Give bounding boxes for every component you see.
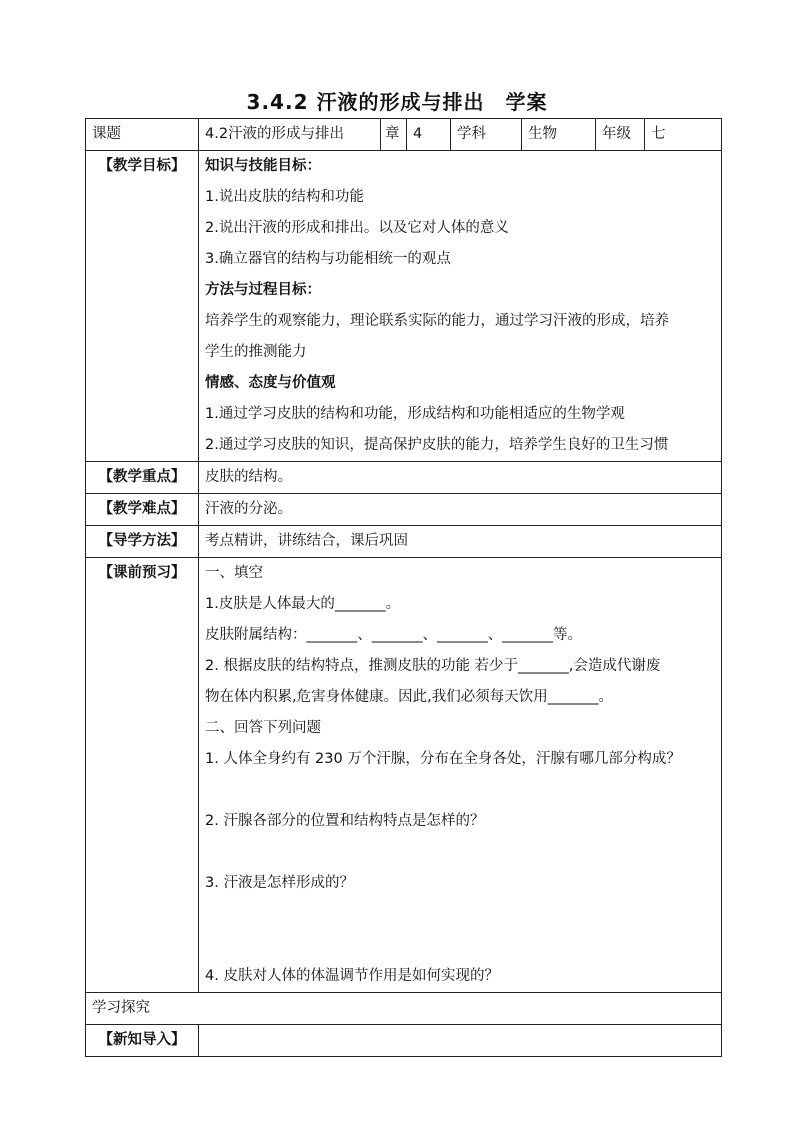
topic-label: 课题 [86, 119, 199, 151]
subject-label: 学科 [451, 119, 522, 151]
question: 1. 人体全身约有 230 万个汗腺，分布在全身各处，汗腺有哪几部分构成？ [205, 751, 681, 767]
explore-row [86, 993, 722, 1025]
method-line: 学生的推测能力 [205, 344, 307, 360]
preview-label: 【课前预习】 [86, 558, 199, 993]
question: 4. 皮肤对人体的体温调节作用是如何实现的？ [205, 968, 499, 984]
answer-space [205, 837, 715, 868]
topic-value: 4.2汗液的形成与排出 [199, 119, 381, 151]
fill-line: 1.皮肤是人体最大的_______。 [205, 596, 401, 612]
difficulty-label: 【教学难点】 [86, 494, 199, 526]
fill-line: 物在体内积累,危害身体健康。因此,我们必须每天饮用_______。 [205, 689, 613, 705]
intro-label: 【新知导入】 [86, 1025, 199, 1057]
difficulty-value: 汗液的分泌。 [199, 494, 722, 526]
chapter-value: 4 [407, 119, 451, 151]
question: 3. 汗液是怎样形成的？ [205, 875, 354, 891]
chapter-label: 章 [381, 119, 407, 151]
objectives-row [86, 151, 722, 462]
fill-line: 皮肤附属结构：_______、_______、_______、_______等。 [205, 627, 582, 643]
method-value: 考点精讲，讲练结合，课后巩固 [199, 526, 722, 558]
preview-row [86, 558, 722, 993]
method-row [86, 526, 722, 558]
grade-label: 年级 [596, 119, 645, 151]
preview-content [199, 558, 722, 993]
knowledge-heading: 知识与技能目标： [205, 158, 321, 174]
qa-heading: 二、回答下列问题 [205, 720, 321, 736]
knowledge-item: 3.确立器官的结构与功能相统一的观点 [205, 251, 451, 267]
objectives-content [199, 151, 722, 462]
header-row [86, 119, 722, 151]
method-label: 【导学方法】 [86, 526, 199, 558]
intro-value [199, 1025, 722, 1057]
question: 2. 汗腺各部分的位置和结构特点是怎样的？ [205, 813, 485, 829]
method-heading: 方法与过程目标： [205, 282, 321, 298]
key-point-label: 【教学重点】 [86, 462, 199, 494]
answer-space [205, 899, 715, 961]
knowledge-item: 2.说出汗液的形成和排出。以及它对人体的意义 [205, 220, 509, 236]
difficulty-row [86, 494, 722, 526]
knowledge-item: 1.说出皮肤的结构和功能 [205, 189, 364, 205]
page-title: 3.4.2 汗液的形成与排出 学案 [246, 90, 548, 114]
answer-space [205, 775, 715, 806]
fill-line: 2. 根据皮肤的结构特点，推测皮肤的功能 若少于_______,会造成代谢废 [205, 658, 661, 674]
emotion-heading: 情感、态度与价值观 [205, 375, 336, 391]
emotion-item: 1.通过学习皮肤的结构和功能，形成结构和功能相适应的生物学观 [205, 406, 625, 422]
method-line: 培养学生的观察能力，理论联系实际的能力，通过学习汗液的形成，培养 [205, 313, 669, 329]
key-point-value: 皮肤的结构。 [199, 462, 722, 494]
intro-row [86, 1025, 722, 1057]
fill-heading: 一、填空 [205, 565, 263, 581]
lesson-plan-table [85, 118, 722, 1057]
emotion-item: 2.通过学习皮肤的知识，提高保护皮肤的能力，培养学生良好的卫生习惯 [205, 437, 669, 453]
key-point-row [86, 462, 722, 494]
subject-value: 生物 [522, 119, 596, 151]
explore-label: 学习探究 [86, 993, 722, 1025]
grade-value: 七 [645, 119, 722, 151]
objectives-label: 【教学目标】 [86, 151, 199, 462]
